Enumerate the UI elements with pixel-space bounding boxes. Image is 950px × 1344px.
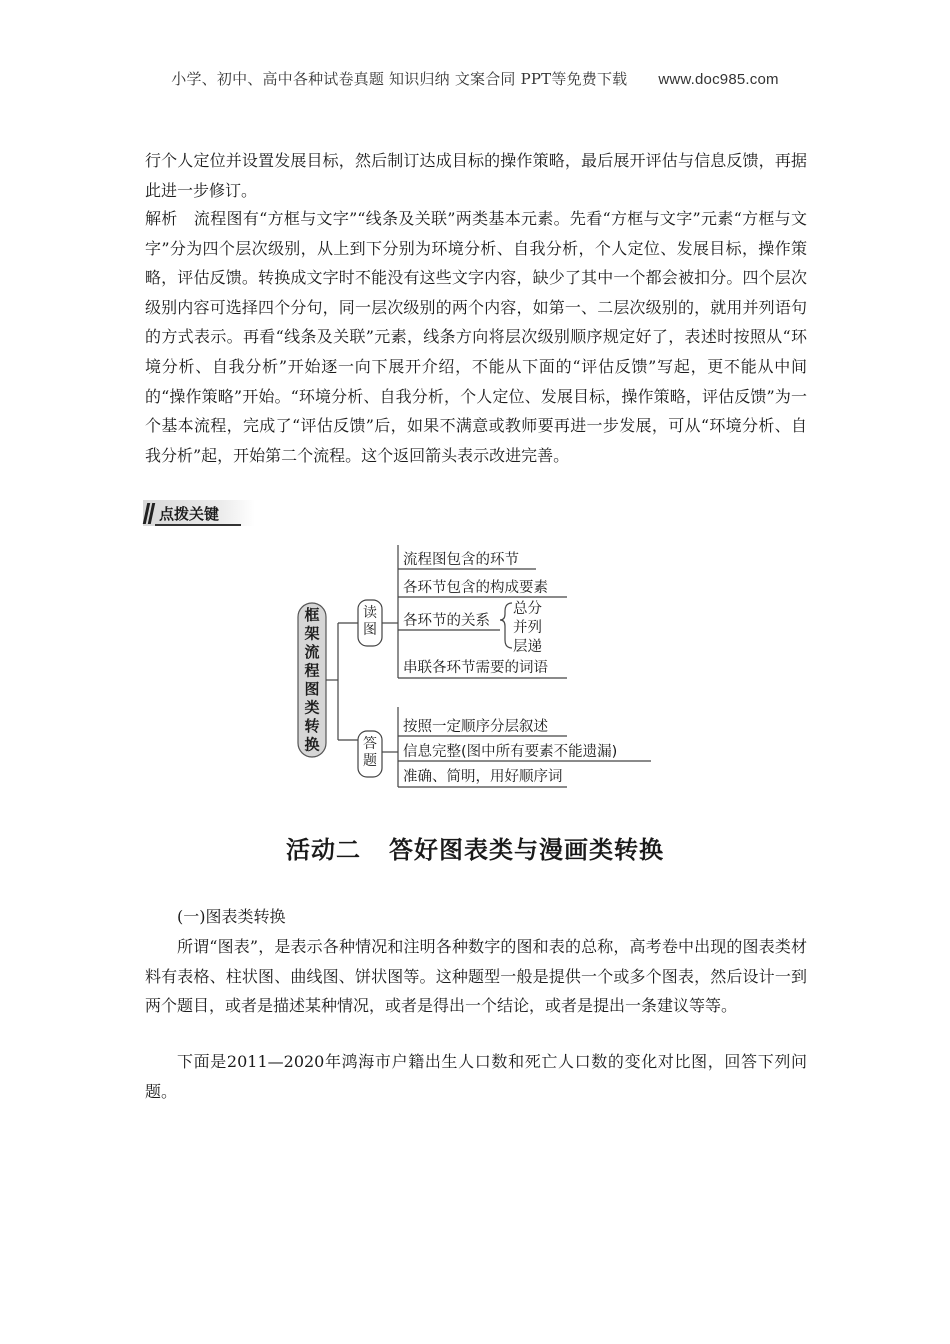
analysis-text: 流程图有“方框与文字”“线条及关联”两类基本元素。先看“方框与文字”元素“方框与文字”分为四个层次级别，从上到下分别为环境分析、自我分析，个人定位、发展目标，操作策略，评估反馈。转换成文字时不能没有这些文字内容，缺少了其中一个都会被扣分。四个层次级别内容可选择四个分句，同一层次级别的两个内容，如第一、二层次级别的，就用并列语句的方式表示。再看“线条及关联”元素，线条方向将层次级别顺序规定好了，表述时按照从“环境分析、自我分析”开始逐一向下展开介绍，不能从下面的“评估反馈”写起，更不能从中间的“操作策略”开始。“环境分析、自我分析，个人定位、发展目标，操作策略，评估反馈”为一个基本流程，完成了“评估反馈”后，如果不满意或教师要再进一步发展，可从“环境分析、自我分析”起，开始第二个流程。这个返回箭头表示改进完善。 — [145, 209, 807, 465]
branch-answer-label: 答题 — [363, 736, 377, 769]
header-site[interactable]: www.doc985.com — [658, 71, 779, 88]
read-item: 各环节包含的构成要素 — [403, 580, 548, 596]
read-item: 各环节的关系 — [403, 613, 490, 629]
read-item: 流程图包含的环节 — [403, 552, 519, 568]
answer-item: 按照一定顺序分层叙述 — [403, 719, 548, 735]
analysis-label: 解析 — [145, 209, 178, 228]
header-text: 小学、初中、高中各种试卷真题 知识归纳 文案合同 PPT等免费下载 — [171, 70, 628, 88]
section-title-part1: 活动二 — [286, 836, 361, 864]
read-item: 串联各环节需要的词语 — [403, 660, 548, 676]
body-paragraph-1: 所谓“图表”，是表示各种情况和注明各种数字的图和表的总称，高考卷中出现的图表类材料有表格、柱状图、曲线图、饼状图等。这种题型一般是提供一个或多个图表，然后设计一到两个题目，或者是描述某种情况，或者是得出一个结论，或者是提出一条建议等等。 — [145, 937, 807, 1016]
subsection-heading: (一)图表类转换 — [177, 907, 286, 926]
answer-items — [403, 718, 617, 785]
intro-paragraph: 行个人定位并设置发展目标，然后制订达成目标的操作策略，最后展开评估与信息反馈，再据此进一步修订。 — [145, 151, 807, 200]
answer-item: 准确、简明，用好顺序词 — [403, 769, 563, 785]
answer-item: 信息完整(图中所有要素不能遗漏) — [403, 744, 618, 760]
mindmap-root: 框架流程图类转换 — [304, 606, 320, 754]
relation-brace — [500, 603, 512, 648]
key-point-label: 点拨关键 — [159, 505, 220, 523]
section-title-part2: 答好图表类与漫画类转换 — [389, 836, 664, 864]
relation-items — [513, 600, 542, 655]
branch-read-label: 读图 — [363, 605, 377, 638]
relation-item: 层递 — [513, 639, 542, 655]
relation-item: 并列 — [513, 620, 542, 636]
section-title — [0, 830, 950, 865]
relation-item: 总分 — [513, 601, 542, 617]
body-paragraph-2: 下面是2011—2020年鸿海市户籍出生人口数和死亡人口数的变化对比图，回答下列问题。 — [145, 1052, 807, 1101]
